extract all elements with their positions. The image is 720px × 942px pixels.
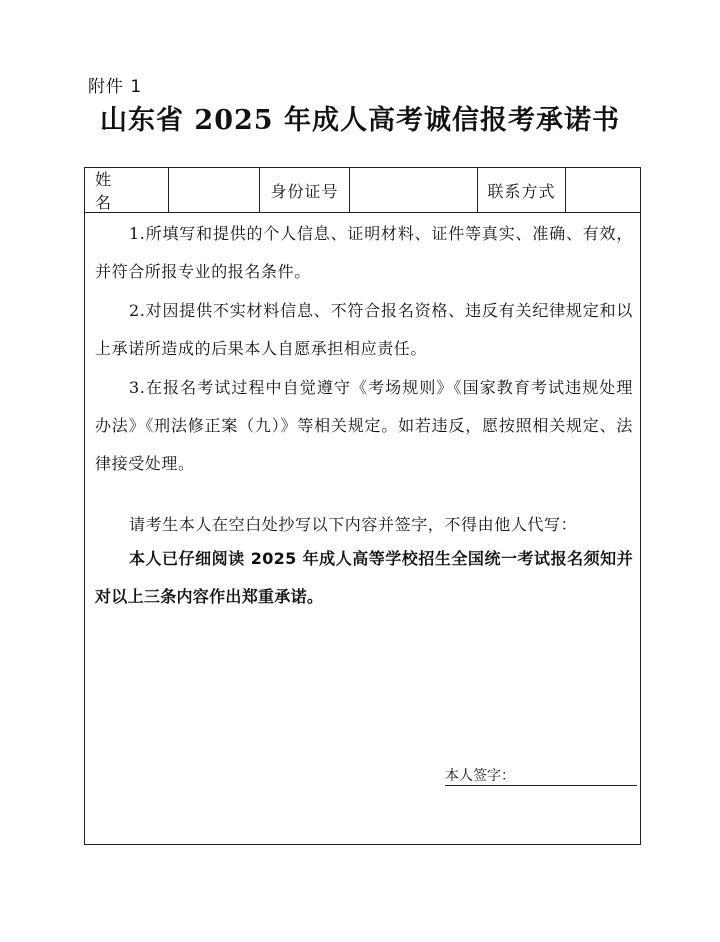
contact-label: 联系方式 bbox=[478, 168, 566, 212]
name-label: 姓 名 bbox=[95, 170, 126, 212]
id-number-field[interactable] bbox=[350, 168, 478, 212]
promise-item-1: 1.所填写和提供的个人信息、证明材料、证件等真实、准确、有效，并符合所报专业的报名条件。 bbox=[95, 224, 633, 281]
info-row bbox=[85, 168, 640, 213]
name-field[interactable] bbox=[169, 168, 260, 212]
signature-label: 本人签字： bbox=[445, 768, 515, 784]
pledge-statement: 本人已仔细阅读 2025 年成人高等学校招生全国统一考试报名须知并对以上三条内容作出郑重承诺。 bbox=[95, 549, 633, 606]
page-title: 山东省 2025 年成人高考诚信报考承诺书 bbox=[100, 105, 620, 136]
id-label: 身份证号 bbox=[260, 168, 350, 212]
contact-field[interactable] bbox=[566, 168, 640, 212]
attachment-label: 附件 1 bbox=[88, 77, 143, 97]
signature-line[interactable] bbox=[445, 763, 637, 786]
pledge-form bbox=[84, 167, 641, 845]
promise-item-3: 3.在报名考试过程中自觉遵守《考场规则》《国家教育考试违规处理办法》《刑法修正案（九）》等相关规定。如若违反，愿按照相关规定、法律接受处理。 bbox=[95, 378, 633, 473]
promise-item-2: 2.对因提供不实材料信息、不符合报名资格、违反有关纪律规定和以上承诺所造成的后果本人自愿承担相应责任。 bbox=[95, 301, 633, 358]
name-label-cell bbox=[85, 168, 169, 212]
copy-instruction: 请考生本人在空白处抄写以下内容并签字，不得由他人代写： bbox=[129, 515, 578, 534]
